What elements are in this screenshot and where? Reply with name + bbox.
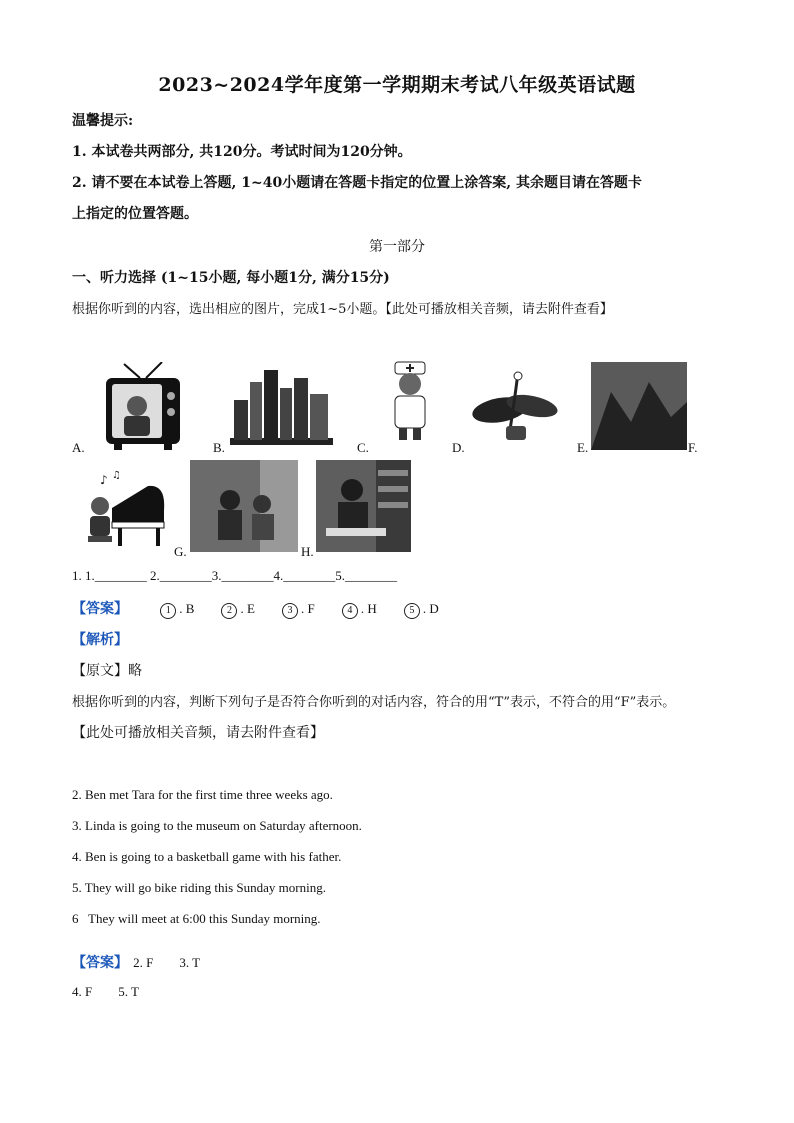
answer-item: 2 . E <box>221 601 254 619</box>
picture-label-f: F. <box>688 440 698 455</box>
tips-heading: 温馨提示: <box>72 113 134 129</box>
audio-note: 【此处可播放相关音频，请去附件查看】 <box>72 725 324 741</box>
picture-label-b: B. <box>213 440 225 455</box>
analysis-tag: 【解析】 <box>72 632 128 648</box>
tf-instruction: 根据你听到的内容，判断下列句子是否符合你听到的对话内容，符合的用“T”表示，不符合的用“F”表示。 <box>72 695 676 710</box>
plant-icon <box>470 370 562 442</box>
mountain-photo-icon <box>591 362 687 450</box>
city-skyline-icon <box>230 370 333 445</box>
statement-3: 3. Linda is going to the museum on Saturday afternoon. <box>72 818 362 833</box>
answer-row-2 <box>72 952 200 972</box>
picture-label-g: G. <box>174 544 187 559</box>
piano-icon <box>78 470 168 548</box>
svg-text:♪: ♪ <box>100 473 108 487</box>
family-photo-icon <box>190 460 298 552</box>
statement-6: 6 They will meet at 6:00 this Sunday morning. <box>72 911 321 926</box>
answers-2-line-2: 4. F 5. T <box>72 984 139 999</box>
answer-item: 1 . B <box>160 601 194 619</box>
answer-blanks: 1. 1.________ 2.________3.________4.________5.________ <box>72 568 397 583</box>
tip-2-line-2: 上指定的位置答题。 <box>72 206 198 222</box>
picture-label-a: A. <box>72 440 85 455</box>
answer-item: 4 . H <box>342 601 377 619</box>
answer-tag-2: 【答案】 <box>72 955 128 971</box>
tip-1: 1. 本试卷共两部分, 共120分。考试时间为120分钟。 <box>72 144 412 160</box>
statement-5: 5. They will go bike riding this Sunday morning. <box>72 880 326 895</box>
answer-row-1 <box>72 598 461 619</box>
tv-icon <box>104 362 182 450</box>
answer-item: 5 . D <box>404 601 439 619</box>
tip-2-line-1: 2. 请不要在本试卷上答题, 1~40小题请在答题卡指定的位置上涂答案, 其余题目请在答题卡 <box>72 175 642 191</box>
statement-4: 4. Ben is going to a basketball game with his father. <box>72 849 342 864</box>
page-title: 2023~2024学年度第一学期期末考试八年级英语试题 <box>158 74 636 96</box>
answers-2-line-1: 2. F 3. T <box>133 955 201 970</box>
answer-tag: 【答案】 <box>72 601 128 617</box>
original-text: 【原文】略 <box>72 663 142 679</box>
section-1-instruction: 根据你听到的内容，选出相应的图片，完成1~5小题。【此处可播放相关音频，请去附件查看】 <box>72 302 613 317</box>
picture-label-h: H. <box>301 544 314 559</box>
section-1-title: 一、听力选择 (1~15小题, 每小题1分, 满分15分) <box>72 270 390 286</box>
part-title: 第一部分 <box>369 239 425 255</box>
svg-text:♫: ♫ <box>112 470 121 481</box>
doctor-icon <box>387 360 433 442</box>
statement-2: 2. Ben met Tara for the first time three weeks ago. <box>72 787 333 802</box>
picture-label-d: D. <box>452 440 465 455</box>
picture-label-e: E. <box>577 440 589 455</box>
picture-label-c: C. <box>357 440 369 455</box>
reading-photo-icon <box>316 460 411 552</box>
answer-item: 3 . F <box>282 601 315 619</box>
